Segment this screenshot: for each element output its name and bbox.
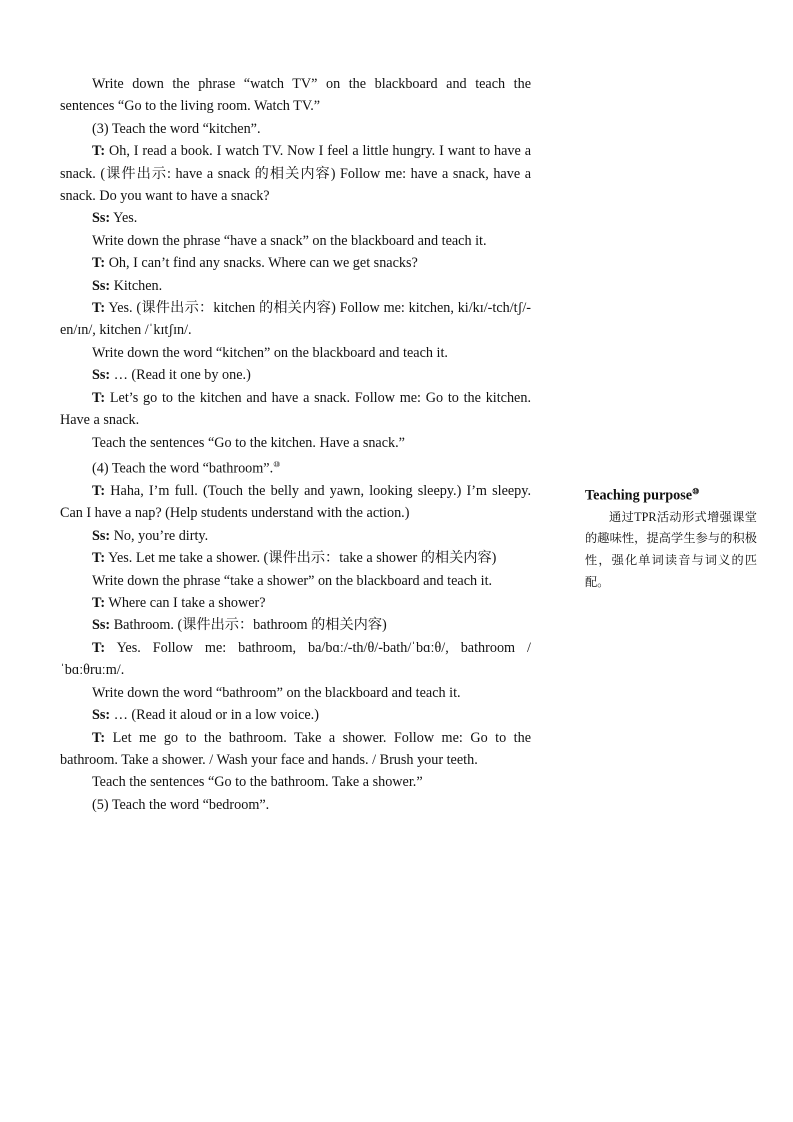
paragraph: Teach the sentences “Go to the kitchen. Have a snack.”	[92, 434, 405, 451]
dialogue-line: T: Haha, I’m full. (Touch the belly and yawn, looking sleepy.) I’m sleepy. Can I have a nap? (Help students understand with the action.)	[60, 483, 531, 522]
paragraph: Write down the word “bathroom” on the blackboard and teach it.	[92, 684, 461, 701]
paragraph: Write down the phrase “take a shower” on the blackboard and teach it.	[92, 572, 493, 589]
speaker-label: T:	[92, 255, 106, 272]
paragraph: (4) Teach the word “bathroom”.⑩	[92, 459, 281, 477]
dialogue-line: T: Let me go to the bathroom. Take a shower. Follow me: Go to the bathroom. Take a shower. / Wash your face and hands. / Brush your teeth.	[60, 729, 531, 768]
paragraph: Teach the sentences “Go to the bathroom. Take a shower.”	[92, 774, 423, 791]
speaker-label: T:	[92, 300, 106, 317]
speaker-label: T:	[92, 639, 106, 656]
speaker-label: Ss:	[92, 277, 111, 294]
paragraph: Write down the phrase “watch TV” on the blackboard and teach the sentences “Go to the living room. Watch TV.”	[60, 76, 531, 115]
speaker-label: Ss:	[92, 707, 111, 724]
speaker-label: Ss:	[92, 210, 111, 227]
speaker-label: Ss:	[92, 367, 111, 384]
dialogue-line: Ss: Yes.	[92, 210, 138, 227]
speaker-label: T:	[92, 595, 106, 612]
speaker-label: T:	[92, 729, 106, 746]
teaching-purpose-note	[585, 481, 757, 593]
speaker-label: Ss:	[92, 617, 111, 634]
paragraph: (3) Teach the word “kitchen”.	[92, 120, 261, 137]
paragraph: Write down the word “kitchen” on the blackboard and teach it.	[92, 344, 448, 361]
dialogue-line: T: Let’s go to the kitchen and have a snack. Follow me: Go to the kitchen. Have a snack.	[60, 389, 531, 429]
paragraph: Write down the phrase “have a snack” on the blackboard and teach it.	[92, 232, 487, 249]
main-text	[60, 73, 531, 816]
dialogue-line: T: Where can I take a shower?	[92, 595, 266, 612]
paragraph: (5) Teach the word “bedroom”.	[92, 796, 270, 813]
dialogue-line: T: Oh, I can’t find any snacks. Where can we get snacks?	[92, 255, 418, 272]
dialogue-line: Ss: No, you’re dirty.	[92, 527, 209, 544]
dialogue-line: Ss: … (Read it aloud or in a low voice.)	[92, 707, 319, 724]
note-body: 通过TPR活动形式增强课堂的趣味性，提高学生参与的积极性，强化单词读音与词义的匹配。	[585, 509, 757, 589]
dialogue-line: T: Yes. (课件出示：kitchen 的相关内容) Follow me: kitchen, ki/kɪ/-tch/tʃ/-en/ɪn/, kitchen /ˈkɪtʃɪn/.	[60, 300, 531, 339]
dialogue-line: Ss: Kitchen.	[92, 277, 163, 294]
footnote-marker: ⑩	[692, 487, 700, 496]
speaker-label: T:	[92, 550, 106, 567]
speaker-label: Ss:	[92, 527, 111, 544]
dialogue-line: T: Yes. Follow me: bathroom, ba/bɑː/-th/θ/-bath/ˈbɑːθ/, bathroom /ˈbɑːθruːm/.	[60, 639, 531, 679]
dialogue-line: Ss: … (Read it one by one.)	[92, 367, 251, 384]
footnote-marker: ⑩	[273, 459, 281, 469]
speaker-label: T:	[92, 143, 106, 160]
dialogue-line: Ss: Bathroom. (课件出示：bathroom 的相关内容)	[92, 617, 387, 634]
speaker-label: T:	[92, 483, 106, 500]
dialogue-line: T: Yes. Let me take a shower. (课件出示：take a shower 的相关内容)	[92, 550, 497, 567]
note-title: Teaching purpose⑩	[585, 487, 700, 504]
dialogue-line: T: Oh, I read a book. I watch TV. Now I feel a little hungry. I want to have a snack. (课件出示: have a snack 的相关内容) Follow me: have a snack, have a snack. Do you want to have a snack?	[60, 143, 531, 205]
speaker-label: T:	[92, 389, 106, 406]
